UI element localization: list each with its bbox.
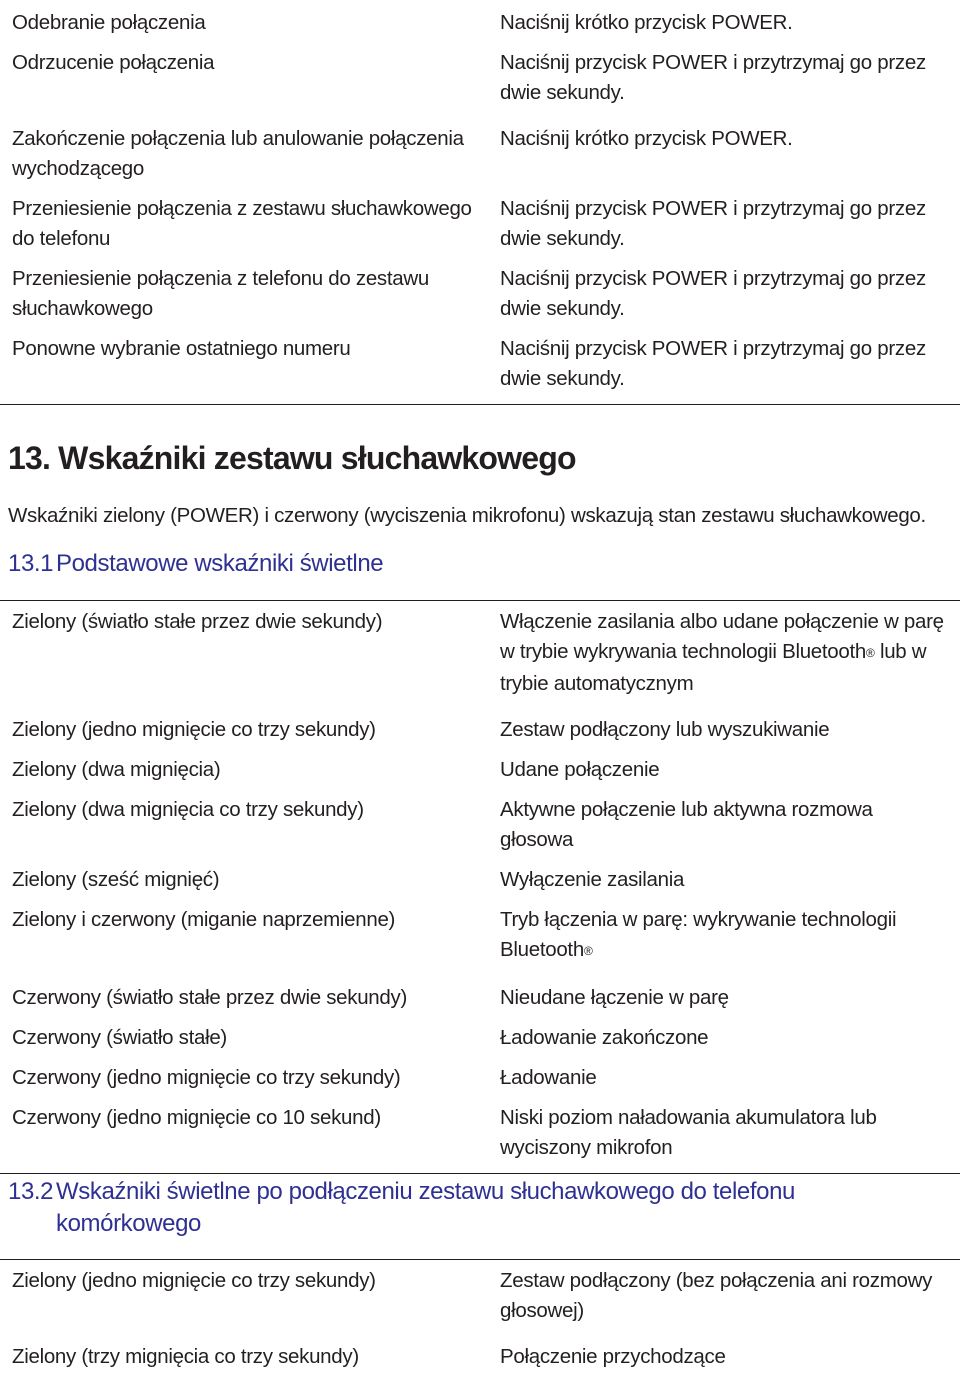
indicator-cell: Zielony (sześć mignięć) [12,868,220,891]
table-row [0,42,960,118]
section-number: 13.2 [8,1178,54,1205]
action-cell: Przeniesienie połączenia z zestawu słuchawkowego do telefonu [12,197,472,250]
meaning-cell: Zestaw podłączony lub wyszukiwanie [500,718,830,741]
registered-mark: ® [866,646,875,660]
indicator-cell: Zielony (jedno mignięcie co trzy sekundy) [0,1260,488,1337]
table-row [0,859,960,899]
instruction-cell: Naciśnij przycisk POWER i przytrzymaj go przez dwie sekundy. [488,328,960,405]
meaning-cell: Niski poziom naładowania akumulatora lub wyciszony mikrofon [488,1097,960,1174]
meaning-text-tail: lub w trybie automatycznym [500,640,927,695]
table-row [0,1057,960,1097]
table-row [0,899,960,977]
section-number: 13.1 [8,550,54,577]
meaning-cell [488,601,960,710]
table-row [0,749,960,789]
table-row [0,1097,960,1174]
instruction-cell: Naciśnij przycisk POWER i przytrzymaj go przez dwie sekundy. [500,51,926,104]
meaning-cell: Ładowanie [500,1066,597,1089]
call-actions-table [0,2,960,405]
indicator-cell: Czerwony (jedno mignięcie co trzy sekundy) [12,1066,401,1089]
section-13-intro: Wskaźniki zielony (POWER) i czerwony (wyciszenia mikrofonu) wskazują stan zestawu słuchawkowego. [8,504,926,527]
action-cell: Odrzucenie połączenia [12,51,215,74]
table-row [0,188,960,258]
registered-mark: ® [583,944,593,958]
instruction-cell: Naciśnij krótko przycisk POWER. [500,11,793,34]
meaning-text: Tryb łączenia w parę: wykrywanie technologii Bluetooth [500,908,897,961]
indicator-cell: Zielony (dwa mignięcia) [12,758,221,781]
section-13-1-heading [8,548,383,580]
indicator-cell: Czerwony (światło stałe) [12,1026,227,1049]
table-row [0,977,960,1017]
meaning-cell: Połączenie przychodzące [500,1345,726,1368]
instruction-cell: Naciśnij przycisk POWER i przytrzymaj go przez dwie sekundy. [500,197,926,250]
table-row [0,1260,960,1337]
meaning-cell: Aktywne połączenie lub aktywna rozmowa głosowa [500,798,873,851]
table-row [0,328,960,405]
table-row [0,601,960,710]
basic-indicators-table [0,600,960,1174]
indicator-cell: Zielony i czerwony (miganie naprzemienne) [12,908,396,931]
meaning-cell: Wyłączenie zasilania [500,868,685,891]
section-title: Wskaźniki świetlne po podłączeniu zestawu słuchawkowego do telefonu komórkowego [56,1178,795,1237]
table-row [0,1336,960,1376]
indicator-cell: Zielony (jedno mignięcie co trzy sekundy) [12,718,376,741]
action-cell: Odebranie połączenia [12,11,206,34]
table-row [0,709,960,749]
table-row [0,1017,960,1057]
section-13-2-heading [8,1176,908,1240]
indicator-cell: Czerwony (jedno mignięcie co 10 sekund) [0,1097,488,1174]
instruction-cell: Naciśnij krótko przycisk POWER. [500,127,793,150]
section-13-heading: 13. Wskaźniki zestawu słuchawkowego [8,440,576,476]
section-title: Podstawowe wskaźniki świetlne [56,550,384,577]
connected-indicators-table [0,1259,960,1376]
action-cell: Ponowne wybranie ostatniego numeru [0,328,488,405]
meaning-cell: Udane połączenie [500,758,660,781]
indicator-cell: Zielony (trzy mignięcia co trzy sekundy) [12,1345,359,1368]
instruction-cell: Naciśnij przycisk POWER i przytrzymaj go przez dwie sekundy. [500,267,926,320]
table-row [0,118,960,188]
indicator-cell: Zielony (dwa mignięcia co trzy sekundy) [12,798,364,821]
meaning-cell: Nieudane łączenie w parę [500,986,729,1009]
meaning-cell [488,899,960,977]
action-cell: Przeniesienie połączenia z telefonu do zestawu słuchawkowego [12,267,429,320]
indicator-cell: Czerwony (światło stałe przez dwie sekundy) [12,986,407,1009]
meaning-cell: Zestaw podłączony (bez połączenia ani rozmowy głosowej) [488,1260,960,1337]
table-row [0,258,960,328]
table-row [0,2,960,42]
indicator-cell: Zielony (światło stałe przez dwie sekundy) [0,601,488,710]
meaning-text: Włączenie zasilania albo udane połączenie w parę w trybie wykrywania technologii Bluetooth [500,610,944,663]
meaning-cell: Ładowanie zakończone [500,1026,709,1049]
action-cell: Zakończenie połączenia lub anulowanie połączenia wychodzącego [12,127,464,180]
table-row [0,789,960,859]
